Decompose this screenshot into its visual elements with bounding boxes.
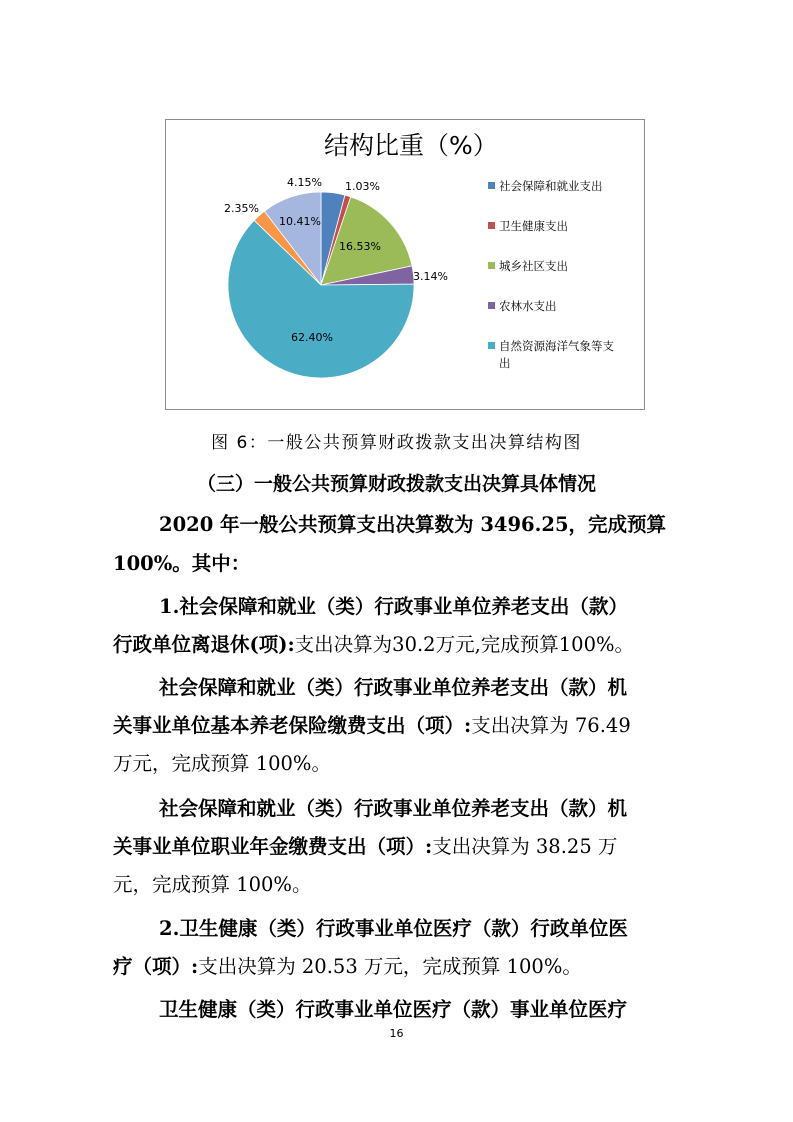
legend-swatch-4	[488, 302, 495, 309]
paragraph-3-line-1: 社会保障和就业（类）行政事业单位养老支出（款）机	[159, 676, 628, 699]
slice-label-3: 16.53%	[339, 240, 381, 253]
legend-label-5-cont: 出	[499, 356, 511, 370]
pie-chart	[166, 120, 644, 409]
slice-label-6: 2.35%	[224, 202, 259, 215]
pie-slices	[228, 192, 414, 378]
legend-label-3: 城乡社区支出	[499, 259, 568, 273]
paragraph-5-bold: 疗（项）:	[113, 955, 199, 978]
paragraph-2-normal: 支出决算为30.2万元,完成预算100%。	[294, 633, 635, 656]
paragraph-4-line-2	[113, 835, 753, 859]
paragraph-2-line-1: 1.社会保障和就业（类）行政事业单位养老支出（款）	[159, 595, 628, 618]
slice-label-4: 3.14%	[413, 270, 448, 283]
legend-label-1: 社会保障和就业支出	[499, 179, 603, 193]
slice-label-1: 4.15%	[287, 176, 322, 189]
figure-caption: 图 6：一般公共预算财政拨款支出决算结构图	[211, 433, 582, 453]
chart-title: 结构比重（%）	[324, 131, 498, 160]
legend-swatch-2	[488, 222, 495, 229]
paragraph-3-line-2	[113, 714, 753, 738]
legend-swatch-5	[488, 342, 495, 349]
slice-label-5: 62.40%	[291, 331, 333, 344]
slice-label-2: 1.03%	[345, 180, 380, 193]
page-number: 16	[389, 1027, 404, 1040]
paragraph-3-normal: 支出决算为 76.49	[471, 714, 631, 737]
paragraph-4-bold: 关事业单位职业年金缴费支出（项）:	[113, 835, 433, 858]
slice-label-7: 10.41%	[279, 215, 321, 228]
paragraph-2-bold: 行政单位离退休(项):	[113, 633, 295, 656]
paragraph-3-bold: 关事业单位基本养老保险缴费支出（项）:	[113, 714, 472, 737]
paragraph-4-line-3: 元，完成预算 100%。	[113, 873, 312, 896]
legend-label-2: 卫生健康支出	[499, 219, 568, 233]
paragraph-1-line-1: 2020 年一般公共预算支出决算数为 3496.25，完成预算	[159, 513, 667, 536]
pie-chart-frame	[165, 119, 645, 410]
chart-legend	[488, 179, 614, 370]
paragraph-5-line-1: 2.卫生健康（类）行政事业单位医疗（款）行政单位医	[159, 917, 628, 940]
legend-label-5: 自然资源海洋气象等支	[499, 339, 614, 353]
paragraph-2-line-2	[113, 633, 753, 657]
legend-label-4: 农林水支出	[499, 299, 557, 313]
paragraph-5-normal: 支出决算为 20.53 万元，完成预算 100%。	[198, 955, 582, 978]
paragraph-6-line-1: 卫生健康（类）行政事业单位医疗（款）事业单位医疗	[159, 998, 628, 1021]
section-heading: （三）一般公共预算财政拨款支出决算具体情况	[196, 473, 596, 495]
paragraph-3-line-3: 万元，完成预算 100%。	[113, 752, 331, 775]
paragraph-5-line-2	[113, 955, 753, 979]
paragraph-4-line-1: 社会保障和就业（类）行政事业单位养老支出（款）机	[159, 797, 628, 820]
legend-swatch-1	[488, 182, 495, 189]
paragraph-4-normal: 支出决算为 38.25 万	[432, 835, 618, 858]
legend-swatch-3	[488, 262, 495, 269]
paragraph-1-line-2: 100%。其中：	[113, 552, 251, 575]
